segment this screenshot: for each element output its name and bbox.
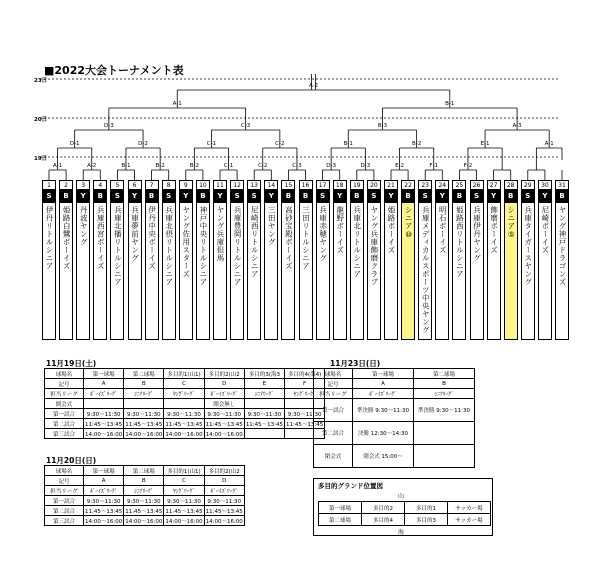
team-number: 22 — [401, 180, 415, 190]
team-league: Y — [264, 190, 278, 202]
team-name: 兵庫赤穂ヤング — [316, 202, 330, 340]
schedule-row — [314, 369, 475, 379]
team-column — [145, 0, 159, 270]
schedule-cell: 11:45〜13:45 — [124, 419, 164, 429]
team-name: 姫路ボーイズ — [384, 202, 398, 340]
team-column — [93, 0, 107, 270]
schedule-cell — [414, 422, 475, 445]
schedule-cell: 第二球場 — [414, 369, 475, 379]
team-league: S — [247, 190, 261, 202]
team-column — [333, 0, 347, 260]
team-name: 明石ボーイズ — [435, 202, 449, 340]
team-league: B — [281, 190, 295, 202]
schedule-row-header: 記号 — [45, 476, 84, 486]
team-number: 10 — [196, 180, 210, 190]
team-number: 5 — [110, 180, 124, 190]
schedule-cell: 14:00〜16:00 — [204, 516, 244, 526]
team-league: Y — [487, 190, 501, 202]
team-name: 兵庫豊岡リトルシニア — [230, 202, 244, 340]
team-league: B — [59, 190, 73, 202]
team-league: B — [555, 190, 569, 202]
schedule-cell: 9:30〜11:30 — [164, 409, 204, 419]
schedule-cell: 多目的2(山2 — [204, 369, 244, 379]
team-number: 21 — [384, 180, 398, 190]
team-column — [128, 0, 142, 260]
location-cell: 多目的1 — [405, 502, 448, 514]
team-name: シニア⑤ — [504, 202, 518, 340]
team-league: B — [299, 190, 313, 202]
schedule-cell: 9:30〜11:30 — [285, 409, 325, 419]
team-column — [196, 0, 210, 286]
schedule-row-header: 球場名 — [314, 369, 353, 379]
team-column — [452, 0, 466, 278]
team-number: 31 — [555, 180, 569, 190]
schedule-row — [45, 476, 245, 486]
team-column — [281, 0, 295, 270]
team-league: S — [470, 190, 484, 202]
schedule-cell — [244, 399, 284, 409]
schedule-cell — [244, 429, 284, 439]
team-column — [59, 0, 73, 270]
schedule-cell: 第一球場 — [84, 466, 124, 476]
team-number: 25 — [452, 180, 466, 190]
bracket-node-label: A-1 — [52, 163, 63, 169]
team-number: 12 — [230, 180, 244, 190]
schedule-row-header: 記号 — [314, 379, 353, 389]
schedule-row — [45, 419, 325, 429]
team-number: 23 — [418, 180, 432, 190]
day23-heading: 11月23日(日) — [330, 359, 381, 368]
bracket-node-label: C-1 — [223, 163, 234, 169]
bracket-node-label: D-3 — [103, 123, 114, 129]
team-number: 19 — [350, 180, 364, 190]
schedule-cell: A — [84, 379, 124, 389]
schedule-cell: 9:30〜11:30 — [84, 496, 124, 506]
schedule-cell: B — [124, 379, 164, 389]
date-label-19: 19日 — [34, 156, 48, 162]
schedule-cell: D — [204, 379, 244, 389]
team-number: 2 — [59, 180, 73, 190]
schedule-cell: 9:30〜11:30 — [244, 409, 284, 419]
bracket-node-label: B-1 — [121, 163, 131, 169]
location-north-label: 山 — [398, 493, 405, 500]
schedule-cell: 準決勝 9:30〜11:30 — [353, 399, 414, 422]
bracket-node-label: B-2 — [155, 163, 165, 169]
team-league: B — [401, 190, 415, 202]
schedule-row — [45, 389, 325, 399]
team-number: 15 — [281, 180, 295, 190]
bracket-node-label: C-3 — [240, 123, 251, 129]
schedule-row — [314, 445, 475, 468]
team-column — [247, 0, 261, 278]
team-name: 兵庫北摂リトルシニア — [162, 202, 176, 340]
team-column — [42, 0, 56, 270]
team-name: 伊丹中央ボーイズ — [145, 202, 159, 340]
schedule-cell: 9:30〜11:30 — [124, 409, 164, 419]
team-league: Y — [538, 190, 552, 202]
date-label-20: 20日 — [34, 117, 48, 123]
schedule-row — [314, 422, 475, 445]
schedule-cell: D — [204, 476, 244, 486]
schedule-cell: 多目的1(山1) — [164, 369, 204, 379]
bracket-node-label: B-1 — [445, 101, 455, 107]
bracket-node-label: D-2 — [138, 141, 148, 147]
team-column — [162, 0, 176, 286]
schedule-cell — [124, 399, 164, 409]
schedule-cell — [84, 399, 124, 409]
schedule-row — [45, 506, 245, 516]
day20-heading: 11月20日(日) — [46, 456, 97, 465]
schedule-row — [45, 486, 245, 496]
location-cell: 多目的2 — [362, 502, 405, 514]
team-name: 姫路白鷺ボーイズ — [59, 202, 73, 340]
bracket-node-label: A-2 — [308, 83, 319, 89]
schedule-cell: E — [244, 379, 284, 389]
team-name: 尼崎ボーイズ — [538, 202, 552, 340]
team-column — [418, 0, 432, 334]
bracket-node-label: E-1 — [480, 141, 490, 147]
team-league: S — [230, 190, 244, 202]
schedule-row-header: 第一試合 — [45, 496, 84, 506]
ground-location-map — [313, 478, 493, 536]
schedule-cell: ﾔﾝｸﾞﾘｰｸﾞ — [285, 389, 325, 399]
schedule-cell: 多目的1(山1) — [164, 466, 204, 476]
team-league: S — [418, 190, 432, 202]
schedule-cell: 第二球場 — [124, 466, 164, 476]
schedule-cell: 11:45〜13:45 — [124, 506, 164, 516]
schedule-row — [45, 399, 325, 409]
team-league: B — [145, 190, 159, 202]
team-league: Y — [76, 190, 90, 202]
schedule-cell: C — [164, 476, 204, 486]
schedule-cell: 11:45〜13:45 — [164, 419, 204, 429]
bracket-node-label: A-2 — [87, 163, 97, 169]
bracket-node-label: D-3 — [326, 163, 337, 169]
bracket-node-label: D-1 — [69, 141, 80, 147]
team-column — [504, 0, 518, 260]
schedule-cell — [164, 399, 204, 409]
team-name: 兵庫メディカルスポーツ中央ヤング — [418, 202, 432, 340]
schedule-row-header: 第三試合 — [45, 429, 84, 439]
schedule-cell: 11:45〜13:45 — [285, 419, 325, 429]
schedule-cell: ｼﾆｱﾘｰｸﾞ — [124, 389, 164, 399]
schedule-cell — [414, 445, 475, 468]
day19-heading: 11月19日(土) — [46, 359, 97, 368]
schedule-cell: ｼﾆｱﾘｰｸﾞ — [414, 389, 475, 399]
schedule-cell: ｼﾆｱﾘｰｸﾞ — [244, 389, 284, 399]
schedule-cell: 多目的4(海4) — [285, 369, 325, 379]
team-column — [299, 0, 313, 270]
team-column — [470, 0, 484, 260]
schedule-cell: 11:45〜13:45 — [84, 419, 124, 429]
schedule-row — [45, 369, 325, 379]
schedule-cell: 第二球場 — [124, 369, 164, 379]
bracket-node-label: C-2 — [275, 141, 285, 147]
schedule-row-header: 開会式 — [45, 399, 84, 409]
team-league: B — [452, 190, 466, 202]
schedule-table-19 — [44, 368, 325, 439]
schedule-row-header: 第一試合 — [314, 399, 353, 422]
schedule-cell: ﾎﾞｰｲｽﾞﾘｰｸﾞ — [84, 486, 124, 496]
location-cell: 第二球場 — [319, 514, 362, 526]
team-name: 丹波ヤング — [76, 202, 90, 340]
schedule-row-header: 担当リーグ — [45, 389, 84, 399]
schedule-cell: 決勝 12:30〜14:30 — [353, 422, 414, 445]
schedule-cell: ﾎﾞｰｲｽﾞﾘｰｸﾞ — [204, 486, 244, 496]
team-number: 14 — [264, 180, 278, 190]
team-name: 三田リトルシニア — [299, 202, 313, 340]
team-column — [401, 0, 415, 260]
team-name: 兵庫夢前ヤング — [128, 202, 142, 340]
location-cell: 多目的3 — [405, 514, 448, 526]
bracket-node-label: F-2 — [463, 163, 473, 169]
team-league: S — [316, 190, 330, 202]
team-league: Y — [179, 190, 193, 202]
team-league: Y — [435, 190, 449, 202]
team-number: 17 — [316, 180, 330, 190]
location-cell: 第一球場 — [319, 502, 362, 514]
schedule-row — [314, 389, 475, 399]
schedule-cell: 11:45〜13:45 — [204, 506, 244, 516]
team-name: 伊丹リトルシニア — [42, 202, 56, 340]
team-number: 28 — [504, 180, 518, 190]
schedule-cell: A — [353, 379, 414, 389]
team-league: S — [521, 190, 535, 202]
team-number: 4 — [93, 180, 107, 190]
schedule-cell: 14:00〜16:00 — [124, 516, 164, 526]
bracket-node-label: C-1 — [206, 141, 217, 147]
team-name: 三田ヤング — [264, 202, 278, 340]
schedule-row-header: 第二試合 — [45, 419, 84, 429]
schedule-cell: 9:30〜11:30 — [84, 409, 124, 419]
bracket-node-label: B-2 — [412, 141, 422, 147]
schedule-cell: 9:30〜11:30 — [204, 496, 244, 506]
schedule-row-header: 第一試合 — [45, 409, 84, 419]
team-number: 27 — [487, 180, 501, 190]
schedule-row — [45, 409, 325, 419]
team-league: S — [367, 190, 381, 202]
schedule-row — [45, 429, 325, 439]
team-name: ヤング神戸ドラゴンズ — [555, 202, 569, 340]
team-league: Y — [333, 190, 347, 202]
schedule-cell: 準決勝 9:30〜11:30 — [414, 399, 475, 422]
team-number: 24 — [435, 180, 449, 190]
schedule-row-header: 球場名 — [45, 369, 84, 379]
team-league: B — [504, 190, 518, 202]
team-number: 18 — [333, 180, 347, 190]
team-column — [213, 0, 227, 260]
bracket-node-label: B-1 — [343, 141, 353, 147]
bracket-node-label: A-1 — [544, 141, 554, 147]
bracket-node-label: F-1 — [429, 163, 439, 169]
schedule-cell: 11:45〜13:45 — [244, 419, 284, 429]
team-number: 8 — [162, 180, 176, 190]
bracket-node-label: E-2 — [395, 163, 405, 169]
schedule-cell: B — [124, 476, 164, 486]
team-column — [367, 0, 381, 286]
schedule-row-header: 球場名 — [45, 466, 84, 476]
bracket-node-label: B-3 — [377, 123, 388, 129]
team-name: 兵庫伊丹ヤング — [470, 202, 484, 340]
schedule-row-header: 第二試合 — [45, 506, 84, 516]
schedule-table-23 — [313, 368, 475, 468]
bracket-node-label: B-2 — [189, 163, 199, 169]
team-league: S — [162, 190, 176, 202]
schedule-row-header: 担当リーグ — [45, 486, 84, 496]
team-name: 姫路西リトルシニア — [452, 202, 466, 340]
team-league: Y — [213, 190, 227, 202]
team-league: B — [93, 190, 107, 202]
schedule-cell: 閉会式 15:00〜 — [353, 445, 414, 468]
team-column — [110, 0, 124, 286]
team-name: ヤング兵庫但馬 — [213, 202, 227, 340]
page-title: ■2022大会トーナメント表 — [44, 64, 184, 77]
team-name: 高砂宝殿ボーイズ — [281, 202, 295, 340]
team-column — [350, 0, 364, 278]
schedule-row — [45, 466, 245, 476]
team-number: 11 — [213, 180, 227, 190]
team-column — [555, 0, 569, 286]
location-cell: サッカー場 — [448, 502, 491, 514]
team-number: 3 — [76, 180, 90, 190]
team-column — [384, 0, 398, 260]
team-name: 兵庫北播リトルシニア — [110, 202, 124, 340]
team-number: 13 — [247, 180, 261, 190]
schedule-cell: 9:30〜11:30 — [204, 409, 244, 419]
schedule-cell: ﾔﾝｸﾞﾘｰｸﾞ — [164, 389, 204, 399]
schedule-cell: 多目的2(山2 — [204, 466, 244, 476]
schedule-row-header: 第二試合 — [314, 422, 353, 445]
team-column — [179, 0, 193, 278]
team-league: Y — [384, 190, 398, 202]
team-name: 兵庫西宮ボーイズ — [93, 202, 107, 340]
bracket-node-label: C-2 — [258, 163, 268, 169]
schedule-row — [45, 496, 245, 506]
schedule-cell: 9:30〜11:30 — [124, 496, 164, 506]
schedule-row — [45, 379, 325, 389]
schedule-cell: ﾎﾞｰｲｽﾞﾘｰｸﾞ — [353, 389, 414, 399]
team-number: 7 — [145, 180, 159, 190]
location-south-label: 海 — [398, 529, 405, 536]
team-column — [230, 0, 244, 286]
schedule-cell: 多目的3(海3 — [244, 369, 284, 379]
schedule-cell: A — [84, 476, 124, 486]
schedule-row — [45, 516, 245, 526]
schedule-cell: 第一球場 — [353, 369, 414, 379]
schedule-cell: 第一球場 — [84, 369, 124, 379]
schedule-row-header: 担当リーグ — [314, 389, 353, 399]
schedule-cell: C — [164, 379, 204, 389]
schedule-row — [314, 379, 475, 389]
team-name: 尼崎西リトルシニア — [247, 202, 261, 340]
team-name: 兵庫北リトルシニア — [350, 202, 364, 340]
team-name: ヤング兵庫飾磨クラブ — [367, 202, 381, 340]
team-number: 6 — [128, 180, 142, 190]
team-number: 29 — [521, 180, 535, 190]
schedule-cell: F — [285, 379, 325, 389]
team-league: S — [110, 190, 124, 202]
schedule-cell: ｼﾆｱﾘｰｸﾞ — [124, 486, 164, 496]
bracket-node-label: A-3 — [512, 123, 522, 129]
schedule-cell: 14:00〜16:00 — [204, 429, 244, 439]
schedule-row-header: 閉会式 — [314, 445, 353, 468]
team-name: 神戸中央リトルシニア — [196, 202, 210, 340]
team-number: 16 — [299, 180, 313, 190]
schedule-cell: 11:45〜13:45 — [204, 419, 244, 429]
team-name: 飾磨ボーイズ — [487, 202, 501, 340]
location-cell: サッカー場 — [448, 514, 491, 526]
team-name: ヤング佐用スターズ — [179, 202, 193, 340]
team-name: 龍野ボーイズ — [333, 202, 347, 340]
team-league: B — [196, 190, 210, 202]
team-league: S — [42, 190, 56, 202]
location-title: 多目的グランド位置図 — [318, 482, 383, 490]
team-league: Y — [128, 190, 142, 202]
bracket-node-label: D-3 — [360, 163, 371, 169]
team-column — [487, 0, 501, 260]
team-number: 1 — [42, 180, 56, 190]
schedule-cell: 11:45〜13:45 — [164, 506, 204, 516]
bracket-node-label: C-3 — [292, 163, 302, 169]
team-league: B — [350, 190, 364, 202]
schedule-cell: ﾎﾞｰｲｽﾞﾘｰｸﾞ — [204, 389, 244, 399]
team-column — [76, 0, 90, 260]
schedule-cell: 14:00〜16:00 — [164, 516, 204, 526]
schedule-cell: 14:00〜16:00 — [124, 429, 164, 439]
bracket-node-label: A-1 — [172, 101, 182, 107]
location-cell: 多目的4 — [362, 514, 405, 526]
schedule-cell: 9:30〜11:30 — [164, 496, 204, 506]
schedule-cell: 14:00〜16:00 — [84, 429, 124, 439]
schedule-cell: B — [414, 379, 475, 389]
schedule-row-header: 記号 — [45, 379, 84, 389]
team-number: 9 — [179, 180, 193, 190]
schedule-cell: ﾎﾞｰｲｽﾞﾘｰｸﾞ — [84, 389, 124, 399]
schedule-cell: 開会無し — [204, 399, 244, 409]
schedule-row — [314, 399, 475, 422]
team-number: 20 — [367, 180, 381, 190]
team-column — [521, 0, 535, 286]
team-column — [316, 0, 330, 260]
team-number: 26 — [470, 180, 484, 190]
schedule-cell: 14:00〜16:00 — [84, 516, 124, 526]
team-column — [538, 0, 552, 260]
team-number: 30 — [538, 180, 552, 190]
schedule-table-20 — [44, 465, 245, 526]
team-name: 兵庫タイガースヤング — [521, 202, 535, 340]
schedule-cell: ﾔﾝｸﾞﾘｰｸﾞ — [164, 486, 204, 496]
schedule-row-header: 第三試合 — [45, 516, 84, 526]
date-label-23: 23日 — [34, 78, 48, 84]
team-column — [264, 0, 278, 260]
team-column — [435, 0, 449, 260]
schedule-cell: 11:45〜13:45 — [84, 506, 124, 516]
schedule-cell: 14:00〜16:00 — [164, 429, 204, 439]
team-name: シニア⑩ — [401, 202, 415, 340]
